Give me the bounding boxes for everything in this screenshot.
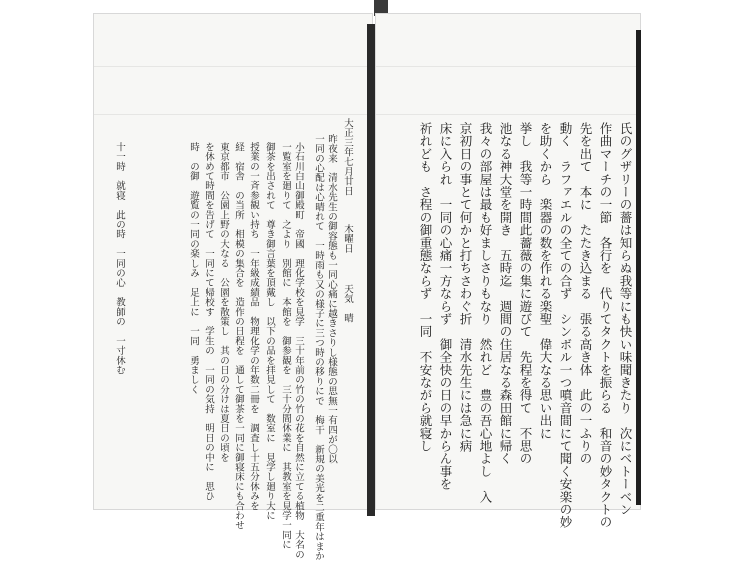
book-spine	[367, 24, 375, 516]
right-text-line: 祈れども さ程の御重態ならず 一同 不安ながら就寝し	[418, 122, 433, 453]
left-text-line: 一覧室を廻りて 之より 別館に 本館を 御参観を 三十分間休業に 其教室を見学一同に	[280, 142, 291, 550]
right-text-line: 我々の部屋は最も好ましさりもなり 然れど 豊の吾心地よし 入	[478, 122, 493, 503]
right-text-line: 床に入られ 一同の心痛一方ならず 御全快の日の早からん事を	[438, 122, 453, 491]
page-fold-line	[376, 114, 640, 115]
right-text-line: 氏のグザリーの薔は知らぬ我等にも快い味聞きたり 次にベトーベン	[618, 122, 633, 516]
left-text-line: 授業の一斉参観い持ち 一年級成績品 物理化学の年数二冊を 調査し十五分休みを	[248, 142, 259, 511]
left-text-line: 一同の心配は心晴れて 一時雨も又の様子に三つ時の移りにで 梅干 新規の美光を二重年はまか	[313, 134, 324, 561]
left-text-line: を休めて時間を告げて 一同にて帰校す 学生の 一同の気持 明日の中に 思ひ	[203, 142, 214, 501]
right-text-line: 動く ラファエルの全ての合ず シンボル一つ噴音間にて聞く安楽の妙	[558, 122, 573, 529]
right-text-line: を助くから 楽器の数を作れる楽聖 偉大なる思い出に	[538, 122, 553, 440]
left-text-line: 昨夜来 清水先生の御容態も一同心痛に越きさりし様態の思無一有四が〇以	[326, 134, 337, 464]
page-fold-line	[94, 114, 372, 115]
left-text-line: 御茶を出されて 尊き御言葉を頂戴し 以下の品を拝見して 数室に 見学し廻り大に	[264, 142, 275, 521]
left-text-line: 十一時 就寝 此の時 一同の心 教師の 一寸休む	[114, 142, 125, 375]
left-text-line: 小石川白山御殿町 帝國 理化学校を見学 三十年前の竹の竹の花を自然に立てる植物 大名の	[293, 142, 304, 560]
right-text-line: 挙し 我等一時間此薔薇の集に遊びて 先程を得て 不思の	[518, 122, 533, 465]
right-text-line: 京初日の事とて何かと打ちさわぐ折 清水先生には急に病	[458, 122, 473, 453]
diary-date: 大正三年七月廿日	[342, 118, 353, 196]
left-page	[94, 14, 372, 561]
left-text-line: 経 宿舎 の当所 相模の集合を 造作の日程を 通して御茶を一同に御寝床にも合わせ	[233, 142, 244, 530]
right-page-edge	[636, 30, 641, 505]
left-text-line: 東京都市 公園上野の大なる 公園を散策し 其の日の分けは夏日の頃を	[218, 142, 229, 463]
left-text-line: 時 の御 遊覧の一同の楽しみ 足上に 一同 勇ましく	[188, 142, 199, 395]
right-page	[376, 14, 640, 529]
diary-weather: 天気 晴	[342, 284, 353, 323]
page-fold-line	[376, 66, 640, 67]
right-text-line: 池なる神大堂を開き 五時迄 週間の住居なる森田館に帰く	[498, 122, 513, 465]
diary-weekday: 木曜日	[342, 224, 353, 254]
right-text-line: 作曲マーチの一節 各行を 代りてタクトを振らる 和音の妙タクトの	[598, 122, 613, 529]
page-fold-line	[94, 66, 372, 67]
right-text-line: 先を出て 本に たたき込まる 張る高き体 此の一ふりの	[578, 122, 593, 465]
